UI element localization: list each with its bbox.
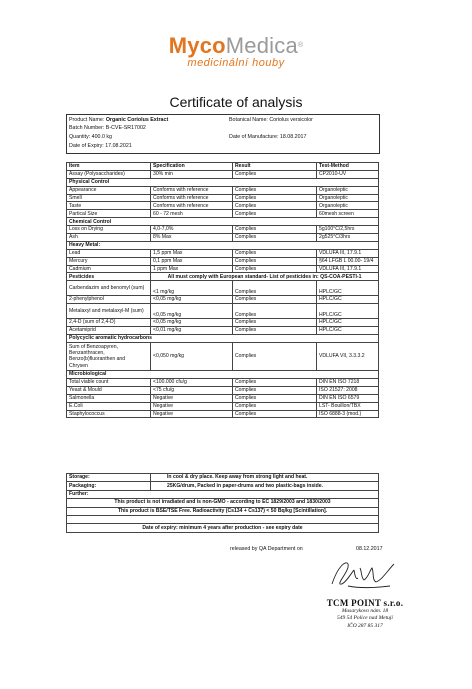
quantity: Quantity: 400.0 kg: [69, 134, 112, 140]
section-pesticides: Pesticides All must comply with European standard- List of pesticides in: QS-COA-PESTI-1: [67, 273, 379, 281]
footer-table: [66, 473, 379, 533]
manufacture-date: Date of Manufacture: 18.08.2017: [229, 134, 307, 140]
table-row: Appearance Conforms with reference Complies Organoleptic: [67, 186, 379, 194]
table-row: Smell Conforms with reference Complies Organoleptic: [67, 194, 379, 202]
section-heavy-metal: Heavy Metal:: [67, 241, 379, 249]
header-test-method: Test-Method: [317, 163, 379, 171]
section-physical-control: Physical Control: [67, 178, 379, 186]
empty-row: [67, 515, 379, 523]
company-address-city: 549 54 Police nad Metují: [337, 615, 393, 622]
expiry-date: Date of Expiry: 17.08.2021: [69, 143, 132, 149]
expiry-note-row: Date of expiry: minimum 4 years after production - see expiry date: [67, 524, 379, 532]
table-row: Sum of Benzoapyren, Benzanthracen, Benzo(b)fluoranthen and Chrysen <0,050 mg/kg Complies VDLUFA VII, 3.3.3.2: [67, 342, 379, 371]
section-pah: Polycyclic aromatic hydrocarbons: [67, 334, 379, 342]
logo-subtitle: medicinální houby: [187, 57, 285, 69]
bse-row: This product is BSE/TSE Free. Radioactivity (Cs134 + Cs137) < 50 Bq/kg [Scintillation].: [67, 507, 379, 515]
header-specification: Specification: [151, 163, 233, 171]
table-row: Yeast & Mould <75 cfu/g Complies ISO 21527: 2008: [67, 386, 379, 394]
table-row: Loss on Drying 4,0-7,0% Complies 5g100°C/2,5hrs: [67, 226, 379, 234]
table-row: 2-phenylphenol <0,05 mg/kg Complies HPLC/GC: [67, 296, 379, 304]
gmo-row: This product is not irradiated and is non-GMO - according to EC 1829/2003 and 1830/2003: [67, 499, 379, 507]
storage-row: Storage: In cool & dry place. Keep away from strong light and heat.: [67, 474, 379, 482]
company-stamp: [310, 598, 420, 630]
company-id: IČO 287 85 317: [347, 622, 383, 629]
table-row: Carbendazim and benomyl (sum) <1 mg/kg Complies HPLC/GC: [67, 281, 379, 296]
document-title: Certificate of analysis: [169, 94, 303, 110]
table-row: Acetamiprid <0,01 mg/kg Complies HPLC/GC: [67, 326, 379, 334]
table-row: Assay (Polysaccharides) 30% min Complies CP2010-UV: [67, 170, 379, 178]
table-row: Metalaxyl and metalaxyl-M (sum) <0,05 mg/kg Complies HPLC/GC: [67, 304, 379, 319]
logo-registered-mark: ®: [297, 42, 304, 49]
packaging-row: Packaging: 25KG/drum, Packed in paper-drums and two plastic-bags inside.: [67, 482, 379, 490]
section-chemical-control: Chemical Control: [67, 218, 379, 226]
table-row: Total viable count <100.000 cfu/g Complies DIN EN ISO 7218: [67, 379, 379, 387]
logo-myco: Myco: [168, 33, 226, 58]
release-date: 08.12.2017: [356, 546, 383, 552]
released-by-text: released by QA Department on: [230, 546, 303, 552]
company-address-street: Masarykovo nám. 18: [341, 608, 389, 614]
table-row: Mercury 0,1 ppm Max Complies §64 LFGB L 00.00- 19/4: [67, 257, 379, 265]
product-name: Organic Coriolus Extract: [105, 117, 169, 123]
table-header-row: [67, 163, 379, 171]
table-row: Lead 1,5 ppm Max Complies VDLUFA III, 17.9.1: [67, 249, 379, 257]
logo-medica: Medica: [225, 33, 298, 58]
company-name: TCM POINT s.r.o.: [326, 598, 404, 608]
header-result: Result: [233, 163, 317, 171]
table-row: Ash 8% Max Complies 2g525°C/3hrs: [67, 234, 379, 242]
section-microbiological: Microbiological: [67, 371, 379, 379]
product-name-line: Product Name: Organic Coriolus Extract: [69, 117, 169, 123]
further-row: Further:: [67, 490, 379, 498]
table-row: Cadmium 1 ppm Max Complies VDLUFA III, 17.9.1: [67, 265, 379, 273]
table-row: Taste Conforms with reference Complies Organoleptic: [67, 202, 379, 210]
table-row: Salmonella Negative Complies DIN EN ISO 6579: [67, 394, 379, 402]
pesticides-note: All must comply with European standard- List of pesticides in: QS-COA-PESTI-1: [151, 273, 379, 281]
table-row: Partical Size 60 - 72 mesh Complies 60mesh screen: [67, 210, 379, 218]
table-row: 2,4-D (sum of 2,4-D) <0,05 mg/kg Complies HPLC/GC: [67, 318, 379, 326]
signature-image: [328, 556, 398, 590]
company-logo: [0, 34, 472, 69]
table-row: E.Coli Negative Complies LST- Bouillon/TBX: [67, 402, 379, 410]
product-info-box: [66, 114, 380, 154]
table-row: Staphylococcus Negative Complies ISO 6888-3 (mod.): [67, 410, 379, 418]
analysis-table: [66, 162, 379, 418]
header-item: Item: [67, 163, 151, 171]
batch-number: Batch Number: B-CVE-SR17002: [69, 125, 146, 131]
botanical-name: Botanical Name: Coriolus versicolor: [229, 117, 313, 123]
